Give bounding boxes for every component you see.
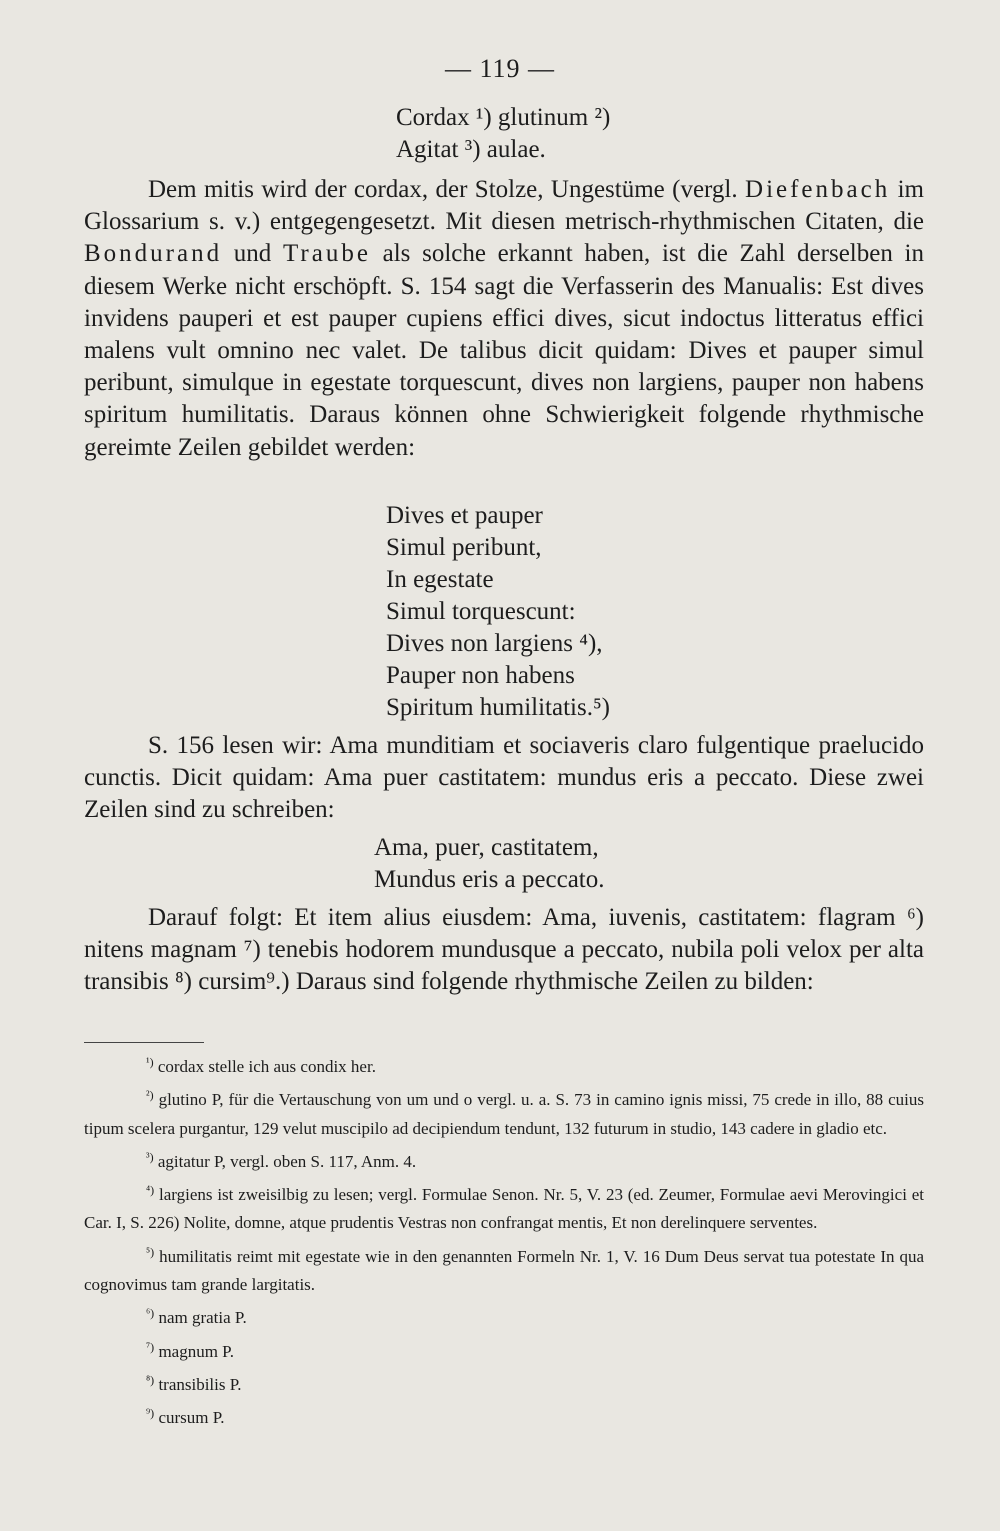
verse-block-3 <box>374 832 604 896</box>
paragraph-3: Darauf folgt: Et item alius eiusdem: Ama, iuvenis, castitatem: flagram ⁶) nitens magnam ⁷) tenebis hodorem mundusque a peccato, nubila poli velox per alta transibis ⁸) cursim⁹.) Daraus sind folgende rhythmische Zeilen zu bilden: <box>84 904 924 996</box>
footnote: $^{^6)}$ nam gratia P. <box>146 1306 247 1328</box>
page-number: — 119 — <box>444 54 556 83</box>
verse-line: Ama, puer, castitatem, <box>374 834 599 861</box>
verse-line: Pauper non habens <box>386 662 575 689</box>
verse-line: Simul peribunt, <box>386 534 542 561</box>
footnote-divider <box>84 1042 204 1043</box>
paragraph-1: Dem mitis wird der cordax, der Stolze, Ungestüme (vergl. Diefenbach im Glossarium s. v.) entgegengesetzt. Mit diesen metrisch-rhythmischen Citaten, die Bondurand und Traube als solche erkannt haben, ist die Zahl derselben in diesem Werke nicht erschöpft. S. 154 sagt die Verfasserin des Manualis: Est dives invidens pauperi et est pauper cupiens effici dives, sicut indoctus litteratus effici malens vult omnino nec valet. De talibus dicit quidam: Dives et pauper simul peribunt, simulque in egestate torquescunt, dives non largiens, pauper non habens spiritum humilitatis. Daraus können ohne Schwierigkeit folgende rhythmische gereimte Zeilen gebildet werden: <box>84 176 924 461</box>
footnote: $^{^8)}$ transibilis P. <box>146 1372 242 1394</box>
footnote: $^{^2)}$ glutino P, für die Vertauschung von um und o vergl. u. a. S. 73 in camino ignis missi, 75 crede in illo, 88 cuius tipum scelera purgantur, 129 velut muscipilo ad decipiendum tendunt, 132 futurum in studio, 143 cadere in gladio etc. <box>84 1088 925 1138</box>
footnote: $^{^1)}$ cordax stelle ich aus condix her. <box>146 1055 376 1076</box>
footnote: $^{^5)}$ humilitatis reimt mit egestate wie in den genannten Formeln Nr. 1, V. 16 Dum Deus servat tua potestate In qua cognovimus tam grande largitatis. <box>84 1244 925 1295</box>
author-name: Diefenbach <box>745 176 891 203</box>
paragraph-2: S. 156 lesen wir: Ama munditiam et sociaveris claro fulgentique praelucido cunctis. Dicit quidam: Ama puer castitatem: mundus eris a peccato. Diese zwei Zeilen sind zu schreiben: <box>84 732 924 824</box>
footnote: $^{^7)}$ magnum P. <box>146 1339 234 1361</box>
author-name: Traube <box>283 240 371 268</box>
footnote: $^{^9)}$ cursum P. <box>146 1406 225 1428</box>
verse-block-2 <box>386 500 610 724</box>
footnotes <box>84 1048 924 1433</box>
verse-line: In egestate <box>386 566 494 593</box>
verse-line: Simul torquescunt: <box>386 598 576 625</box>
verse-line: Spiritum humilitatis.⁵) <box>386 694 610 721</box>
verse-line: Mundus eris a peccato. <box>374 866 605 893</box>
verse-line: Dives non largiens ⁴), <box>386 630 603 657</box>
verse-line: Dives et pauper <box>386 502 543 529</box>
verse-line: Agitat ³) aulae. <box>396 136 546 163</box>
footnote: $^{^3)}$ agitatur P, vergl. oben S. 117, Anm. 4. <box>146 1149 417 1171</box>
footnote: $^{^4)}$ largiens ist zweisilbig zu lesen; vergl. Formulae Senon. Nr. 5, V. 23 (ed. Zeumer, Formulae aevi Merovingici et Car. I, S. 226) Nolite, domne, atque prudentis Vestras non confrangat mentis, Et non derelinquere serventes. <box>84 1183 925 1233</box>
verse-block-1 <box>396 102 610 166</box>
verse-line: Cordax ¹) glutinum ²) <box>396 104 611 131</box>
author-name: Bondurand <box>84 240 223 268</box>
